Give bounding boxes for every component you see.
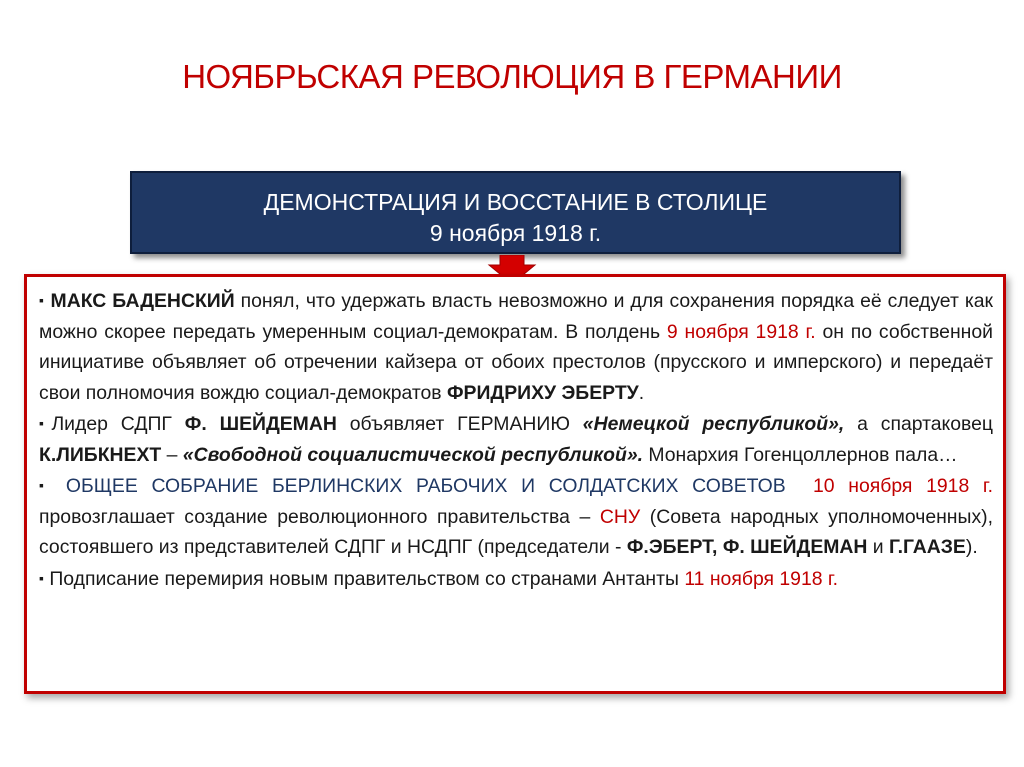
event-header-box [130,171,901,254]
paragraph-armistice [39,563,993,595]
text: . [638,381,645,404]
paragraph-baden [39,285,993,408]
person-liebknecht: К.ЛИБКНЕХТ [39,443,162,466]
text: он по собственной инициативе объявляет об отречении кайзера от обоих престолов (прусского и имперского) и передаёт свои полномочия вождю социал-демократов [39,320,993,404]
header-date: 9 ноября 1918 г. [429,220,602,246]
paragraph-councils [39,470,993,563]
text: Подписание перемирия новым правительством со странами Антанты [43,567,685,590]
header-line-1: ДЕМОНСТРАЦИЯ И ВОССТАНИЕ В СТОЛИЦЕ [263,189,768,215]
bullet-icon: ▪ [39,477,53,493]
date-nov-11: 11 ноября 1918 г. [684,567,839,590]
page-title: НОЯБРЬСКАЯ РЕВОЛЮЦИЯ В ГЕРМАНИИ [182,58,842,95]
text: и [867,536,890,558]
text: – [161,443,183,466]
person-haase: Г.ГААЗЕ [889,536,966,558]
text: понял, что удержать власть невозможно и для сохранения порядка её следует как можно скорее передать умеренным социал-демократам. В полдень [39,290,993,343]
text: объявляет ГЕРМАНИЮ [336,413,583,435]
date-nov-10: 10 ноября 1918 г. [813,475,993,497]
text: (Совета народных уполномоченных), состоявшего из представителей СДПГ и НСДПГ (председатели - [39,505,993,558]
text: ). [965,536,978,558]
quote-socialist-republic: «Свободной социалистической республикой». [182,443,643,466]
person-scheidemann: Ф. ШЕЙДЕМАН [184,413,337,435]
bullet-icon: ▪ [39,292,45,308]
text: Лидер СДПГ [51,413,185,435]
date-nov-9: 9 ноября 1918 г. [666,320,816,343]
councils-assembly: ОБЩЕЕ СОБРАНИЕ БЕРЛИНСКИХ РАБОЧИХ И СОЛДАТСКИХ СОВЕТОВ [65,475,786,497]
bullet-icon: ▪ [39,569,44,586]
text: Монархия Гогенцоллернов пала… [643,443,958,466]
person-ebert: ФРИДРИХУ ЭБЕРТУ [447,381,639,404]
content-box [24,274,1006,694]
text: провозглашает создание революционного правительства – [39,505,600,528]
abbr-snu: СНУ [599,505,641,528]
quote-german-republic: «Немецкой республикой», [582,413,845,435]
person-max-baden: МАКС БАДЕНСКИЙ [50,290,235,312]
paragraph-scheidemann [39,408,993,470]
chairmen-names: Ф.ЭБЕРТ, Ф. ШЕЙДЕМАН [626,536,868,558]
bullet-icon: ▪ [39,415,52,431]
text: а спартаковец [844,413,994,435]
